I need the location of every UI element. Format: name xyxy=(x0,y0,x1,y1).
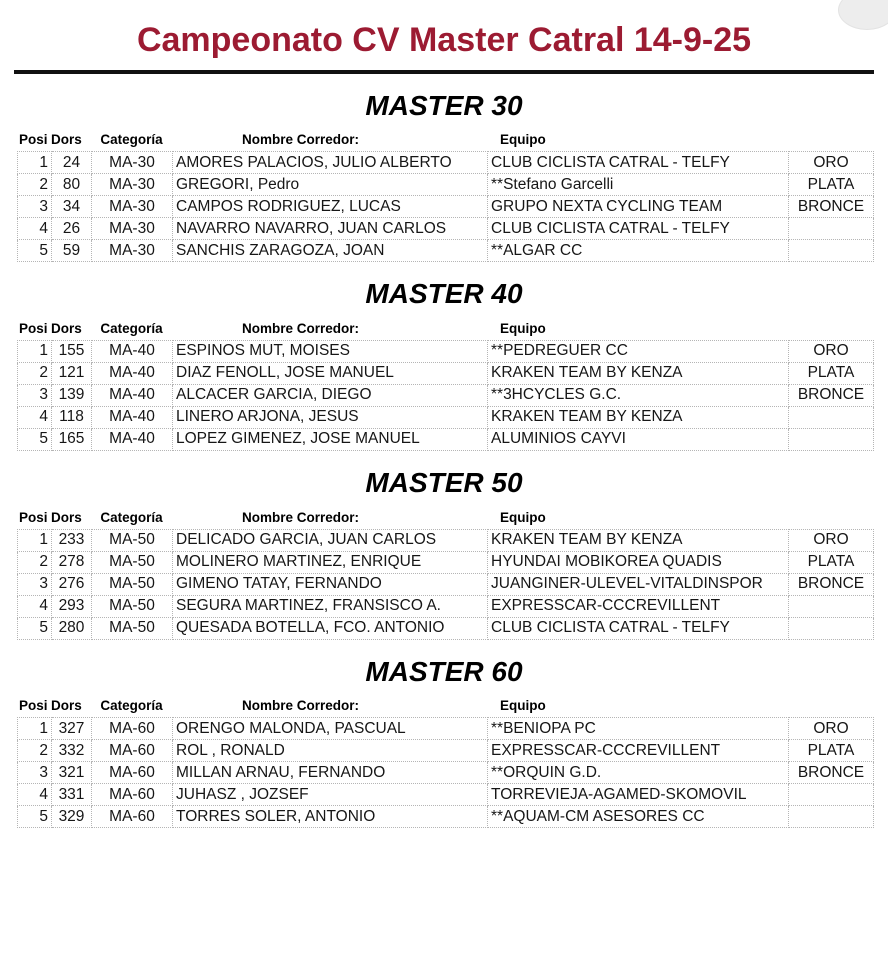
cell-equipo: **BENIOPA PC xyxy=(488,718,789,740)
cell-categoria: MA-30 xyxy=(92,196,173,218)
cell-nombre: MOLINERO MARTINEZ, ENRIQUE xyxy=(173,551,488,573)
cell-medalla: BRONCE xyxy=(789,196,874,218)
cell-medalla xyxy=(789,595,874,617)
table-header-row xyxy=(17,510,873,526)
results-table xyxy=(17,529,874,640)
cell-equipo: **3HCYCLES G.C. xyxy=(488,384,789,406)
cell-nombre: GIMENO TATAY, FERNANDO xyxy=(173,573,488,595)
cell-dorsal: 80 xyxy=(52,174,92,196)
cell-dorsal: 332 xyxy=(52,740,92,762)
cell-categoria: MA-50 xyxy=(92,529,173,551)
cell-equipo: JUANGINER-ULEVEL-VITALDINSPOR xyxy=(488,573,789,595)
cell-position: 2 xyxy=(18,174,52,196)
section-heading: MASTER 40 xyxy=(365,278,523,310)
cell-dorsal: 278 xyxy=(52,551,92,573)
cell-position: 4 xyxy=(18,784,52,806)
cell-position: 4 xyxy=(18,595,52,617)
section-heading: MASTER 60 xyxy=(365,655,523,687)
section-heading: MASTER 50 xyxy=(365,466,523,498)
cell-medalla: PLATA xyxy=(789,740,874,762)
cell-categoria: MA-50 xyxy=(92,617,173,639)
cell-categoria: MA-60 xyxy=(92,784,173,806)
cell-medalla: PLATA xyxy=(789,174,874,196)
results-table xyxy=(17,151,874,262)
category-section xyxy=(14,277,888,451)
cell-dorsal: 331 xyxy=(52,784,92,806)
cell-equipo: GRUPO NEXTA CYCLING TEAM xyxy=(488,196,789,218)
cell-medalla xyxy=(789,806,874,828)
header-posi: Posi xyxy=(19,509,48,525)
header-posi: Posi xyxy=(19,132,48,148)
cell-medalla: ORO xyxy=(789,152,874,174)
header-categoria: Categoría xyxy=(100,509,163,525)
table-row xyxy=(18,406,874,428)
page-title: Campeonato CV Master Catral 14-9-25 xyxy=(136,21,752,59)
cell-categoria: MA-40 xyxy=(92,362,173,384)
cell-medalla: ORO xyxy=(789,340,874,362)
cell-categoria: MA-60 xyxy=(92,762,173,784)
cell-categoria: MA-40 xyxy=(92,340,173,362)
cell-equipo: KRAKEN TEAM BY KENZA xyxy=(488,362,789,384)
cell-position: 3 xyxy=(18,762,52,784)
cell-equipo: ALUMINIOS CAYVI xyxy=(488,428,789,450)
cell-nombre: DIAZ FENOLL, JOSE MANUEL xyxy=(173,362,488,384)
cell-categoria: MA-40 xyxy=(92,384,173,406)
table-row xyxy=(18,428,874,450)
cell-medalla: PLATA xyxy=(789,551,874,573)
cell-categoria: MA-60 xyxy=(92,806,173,828)
cell-equipo: EXPRESSCAR-CCCREVILLENT xyxy=(488,595,789,617)
header-nombre: Nombre Corredor: xyxy=(242,509,360,525)
cell-medalla xyxy=(789,218,874,240)
cell-equipo: KRAKEN TEAM BY KENZA xyxy=(488,529,789,551)
cell-medalla xyxy=(789,617,874,639)
cell-position: 2 xyxy=(18,362,52,384)
header-medalla xyxy=(788,510,873,526)
cell-medalla xyxy=(789,240,874,262)
header-nombre: Nombre Corredor: xyxy=(242,132,360,148)
header-categoria: Categoría xyxy=(100,320,163,336)
header-categoria: Categoría xyxy=(100,132,163,148)
cell-equipo: **ORQUIN G.D. xyxy=(488,762,789,784)
cell-categoria: MA-60 xyxy=(92,718,173,740)
header-equipo: Equipo xyxy=(500,132,546,148)
header-nombre: Nombre Corredor: xyxy=(242,320,360,336)
table-header-row xyxy=(17,321,873,337)
cell-position: 1 xyxy=(18,152,52,174)
header-medalla xyxy=(788,698,873,714)
cell-equipo: **AQUAM-CM ASESORES CC xyxy=(488,806,789,828)
table-row xyxy=(18,152,874,174)
table-row xyxy=(18,740,874,762)
cell-nombre: ORENGO MALONDA, PASCUAL xyxy=(173,718,488,740)
cell-categoria: MA-30 xyxy=(92,152,173,174)
table-row xyxy=(18,240,874,262)
cell-categoria: MA-30 xyxy=(92,218,173,240)
cell-dorsal: 321 xyxy=(52,762,92,784)
table-row xyxy=(18,340,874,362)
cell-position: 5 xyxy=(18,617,52,639)
cell-position: 5 xyxy=(18,806,52,828)
cell-equipo: CLUB CICLISTA CATRAL - TELFY xyxy=(488,152,789,174)
cell-position: 3 xyxy=(18,196,52,218)
cell-equipo: **ALGAR CC xyxy=(488,240,789,262)
cell-nombre: NAVARRO NAVARRO, JUAN CARLOS xyxy=(173,218,488,240)
category-section xyxy=(14,466,888,640)
cell-medalla: BRONCE xyxy=(789,762,874,784)
cell-dorsal: 24 xyxy=(52,152,92,174)
header-dors: Dors xyxy=(51,698,82,714)
cell-medalla: BRONCE xyxy=(789,384,874,406)
cell-nombre: ALCACER GARCIA, DIEGO xyxy=(173,384,488,406)
header-categoria: Categoría xyxy=(100,698,163,714)
header-dors: Dors xyxy=(51,320,82,336)
cell-equipo: **Stefano Garcelli xyxy=(488,174,789,196)
table-row xyxy=(18,617,874,639)
cell-nombre: SANCHIS ZARAGOZA, JOAN xyxy=(173,240,488,262)
cell-nombre: TORRES SOLER, ANTONIO xyxy=(173,806,488,828)
cell-dorsal: 155 xyxy=(52,340,92,362)
header-posi: Posi xyxy=(19,698,48,714)
table-row xyxy=(18,384,874,406)
cell-dorsal: 329 xyxy=(52,806,92,828)
cell-dorsal: 121 xyxy=(52,362,92,384)
cell-medalla: ORO xyxy=(789,718,874,740)
cell-categoria: MA-30 xyxy=(92,240,173,262)
results-document xyxy=(0,20,888,828)
cell-nombre: MILLAN ARNAU, FERNANDO xyxy=(173,762,488,784)
cell-dorsal: 276 xyxy=(52,573,92,595)
cell-nombre: ROL , RONALD xyxy=(173,740,488,762)
title-divider-rule xyxy=(14,70,874,74)
header-nombre: Nombre Corredor: xyxy=(242,698,360,714)
cell-categoria: MA-50 xyxy=(92,573,173,595)
table-row xyxy=(18,174,874,196)
cell-nombre: CAMPOS RODRIGUEZ, LUCAS xyxy=(173,196,488,218)
table-row xyxy=(18,218,874,240)
header-dors: Dors xyxy=(51,509,82,525)
table-row xyxy=(18,362,874,384)
sections-container xyxy=(14,89,888,828)
header-equipo: Equipo xyxy=(500,698,546,714)
header-medalla xyxy=(788,132,873,148)
cell-categoria: MA-50 xyxy=(92,595,173,617)
cell-equipo: HYUNDAI MOBIKOREA QUADIS xyxy=(488,551,789,573)
table-row xyxy=(18,806,874,828)
cell-equipo: TORREVIEJA-AGAMED-SKOMOVIL xyxy=(488,784,789,806)
table-row xyxy=(18,529,874,551)
cell-dorsal: 26 xyxy=(52,218,92,240)
cell-position: 5 xyxy=(18,240,52,262)
cell-medalla: BRONCE xyxy=(789,573,874,595)
cell-dorsal: 293 xyxy=(52,595,92,617)
cell-position: 5 xyxy=(18,428,52,450)
category-section xyxy=(14,655,888,829)
cell-dorsal: 327 xyxy=(52,718,92,740)
cell-medalla: PLATA xyxy=(789,362,874,384)
cell-position: 3 xyxy=(18,573,52,595)
cell-nombre: ESPINOS MUT, MOISES xyxy=(173,340,488,362)
cell-equipo: **PEDREGUER CC xyxy=(488,340,789,362)
cell-medalla xyxy=(789,428,874,450)
cell-equipo: EXPRESSCAR-CCCREVILLENT xyxy=(488,740,789,762)
cell-nombre: LINERO ARJONA, JESUS xyxy=(173,406,488,428)
results-table xyxy=(17,340,874,451)
cell-nombre: DELICADO GARCIA, JUAN CARLOS xyxy=(173,529,488,551)
results-table xyxy=(17,717,874,828)
cell-categoria: MA-40 xyxy=(92,406,173,428)
category-section xyxy=(14,89,888,263)
cell-dorsal: 59 xyxy=(52,240,92,262)
cell-position: 2 xyxy=(18,740,52,762)
cell-nombre: LOPEZ GIMENEZ, JOSE MANUEL xyxy=(173,428,488,450)
cell-medalla xyxy=(789,406,874,428)
cell-dorsal: 280 xyxy=(52,617,92,639)
cell-nombre: AMORES PALACIOS, JULIO ALBERTO xyxy=(173,152,488,174)
cell-categoria: MA-30 xyxy=(92,174,173,196)
cell-position: 2 xyxy=(18,551,52,573)
table-header-row xyxy=(17,132,873,148)
cell-categoria: MA-50 xyxy=(92,551,173,573)
table-row xyxy=(18,718,874,740)
section-heading: MASTER 30 xyxy=(365,89,523,121)
cell-equipo: CLUB CICLISTA CATRAL - TELFY xyxy=(488,617,789,639)
header-posi: Posi xyxy=(19,320,48,336)
cell-medalla: ORO xyxy=(789,529,874,551)
table-row xyxy=(18,762,874,784)
cell-categoria: MA-60 xyxy=(92,740,173,762)
cell-dorsal: 139 xyxy=(52,384,92,406)
table-row xyxy=(18,784,874,806)
header-medalla xyxy=(788,321,873,337)
cell-position: 1 xyxy=(18,718,52,740)
cell-dorsal: 233 xyxy=(52,529,92,551)
header-equipo: Equipo xyxy=(500,320,546,336)
cell-nombre: QUESADA BOTELLA, FCO. ANTONIO xyxy=(173,617,488,639)
cell-position: 1 xyxy=(18,340,52,362)
header-equipo: Equipo xyxy=(500,509,546,525)
cell-position: 4 xyxy=(18,406,52,428)
cell-equipo: KRAKEN TEAM BY KENZA xyxy=(488,406,789,428)
cell-equipo: CLUB CICLISTA CATRAL - TELFY xyxy=(488,218,789,240)
cell-nombre: JUHASZ , JOZSEF xyxy=(173,784,488,806)
cell-dorsal: 165 xyxy=(52,428,92,450)
cell-nombre: GREGORI, Pedro xyxy=(173,174,488,196)
cell-position: 1 xyxy=(18,529,52,551)
cell-dorsal: 34 xyxy=(52,196,92,218)
table-row xyxy=(18,573,874,595)
cell-position: 4 xyxy=(18,218,52,240)
table-row xyxy=(18,595,874,617)
header-dors: Dors xyxy=(51,132,82,148)
cell-position: 3 xyxy=(18,384,52,406)
cell-medalla xyxy=(789,784,874,806)
cell-categoria: MA-40 xyxy=(92,428,173,450)
table-row xyxy=(18,551,874,573)
cell-nombre: SEGURA MARTINEZ, FRANSISCO A. xyxy=(173,595,488,617)
table-row xyxy=(18,196,874,218)
cell-dorsal: 118 xyxy=(52,406,92,428)
table-header-row xyxy=(17,698,873,714)
